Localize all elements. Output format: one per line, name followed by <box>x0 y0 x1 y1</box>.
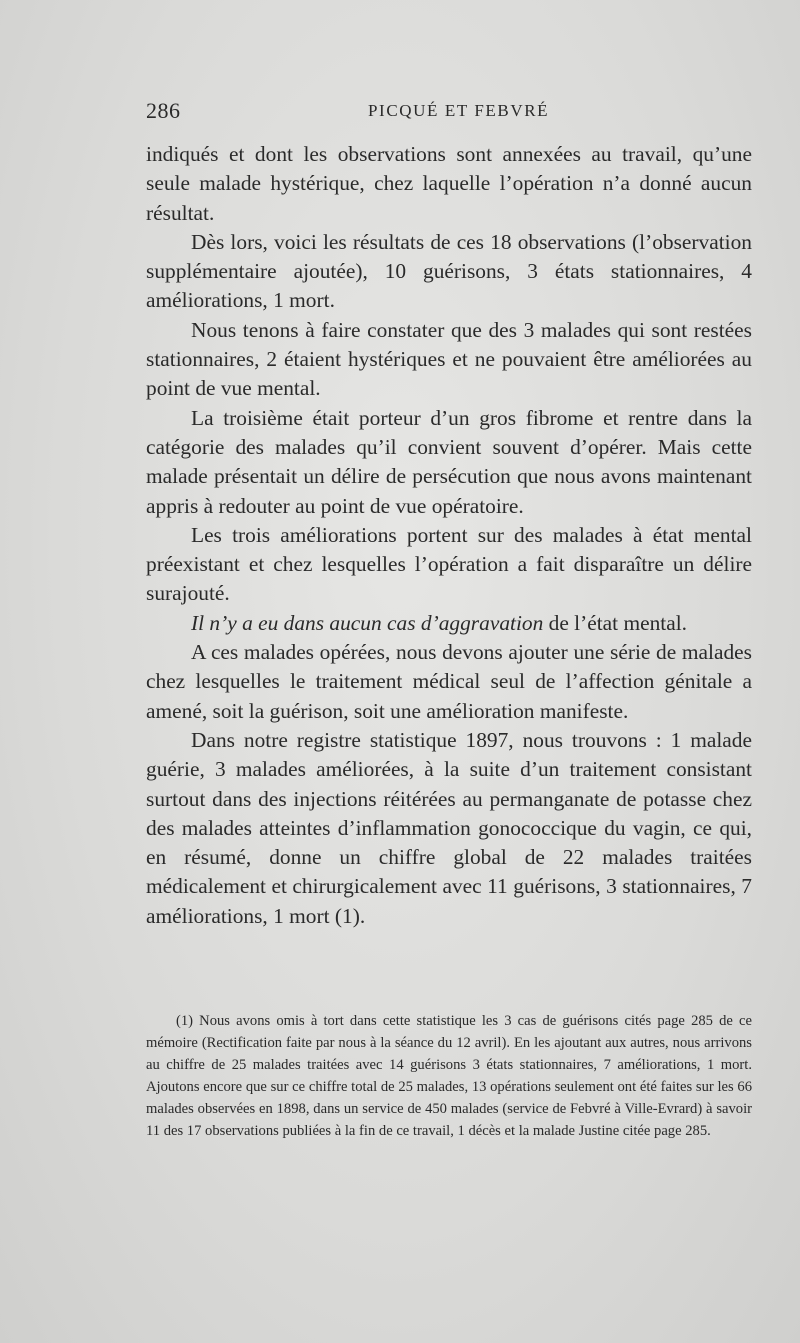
paragraph-6 <box>146 609 752 638</box>
paragraph-2: Dès lors, voici les résultats de ces 18 observations (l’observation supplémentaire ajoutée), 10 guérisons, 3 états stationnaires, 4 améliorations, 1 mort. <box>146 229 752 313</box>
paragraph-5: Les trois améliorations portent sur des malades à état mental préexistant et chez lesquelles l’opération a fait disparaître un délire surajouté. <box>146 522 752 606</box>
paragraph-6-rest: de l’état mental. <box>543 610 688 635</box>
page-header <box>146 98 752 128</box>
footnote <box>146 1010 752 1142</box>
italic-phrase: Il n’y a eu dans aucun cas d’aggravation <box>191 610 544 635</box>
paragraph-1: indiqués et dont les observations sont annexées au travail, qu’une seule malade hystérique, chez laquelle l’opération n’a donné aucun résultat. <box>146 142 752 225</box>
paragraph-8: Dans notre registre statistique 1897, nous trouvons : 1 malade guérie, 3 malades améliorées, à la suite d’un traitement consistant surtout dans des injections réitérées au permanganate de potasse chez des malades atteintes d’inflammation gonococcique du vagin, ce qui, en résumé, donne un chiffre global de 22 malades traitées médicalement et chirurgicalement avec 11 guérisons, 3 stationnaires, 7 améliorations, 1 mort (1). <box>146 727 752 928</box>
paragraph-3: Nous tenons à faire constater que des 3 malades qui sont restées stationnaires, 2 étaient hystériques et ne pouvaient être améliorées au point de vue mental. <box>146 317 752 401</box>
footnote-text: (1) Nous avons omis à tort dans cette statistique les 3 cas de guérisons cités page 285 de ce mémoire (Rectification faite par nous à la séance du 12 avril). En les ajoutant aux autres, nous arrivons au chiffre de 25 malades traitées avec 14 guérisons 3 états stationnaires, 7 améliorations, 1 mort. Ajoutons encore que sur ce chiffre total de 25 malades, 13 opérations seulement ont été faites sur les 66 malades observées en 1898, dans un service de 450 malades (service de Febvré à Ville-Evrard) à savoir 11 des 17 observations publiées à la fin de ce travail, 1 décès et la malade Justine citée page 285. <box>146 1013 752 1139</box>
running-head: PICQUÉ ET FEBVRÉ <box>368 101 550 120</box>
page-number: 286 <box>146 98 181 123</box>
paragraph-7: A ces malades opérées, nous devons ajouter une série de malades chez lesquelles le traitement médical seul de l’affection génitale a amené, soit la guérison, soit une amélioration manifeste. <box>146 640 752 723</box>
body-text <box>146 140 752 931</box>
paragraph-4: La troisième était porteur d’un gros fibrome et rentre dans la catégorie des malades qu’il convient souvent d’opérer. Mais cette malade présentait un délire de persécution que nous avons maintenant appris à redouter au point de vue opératoire. <box>146 405 752 518</box>
